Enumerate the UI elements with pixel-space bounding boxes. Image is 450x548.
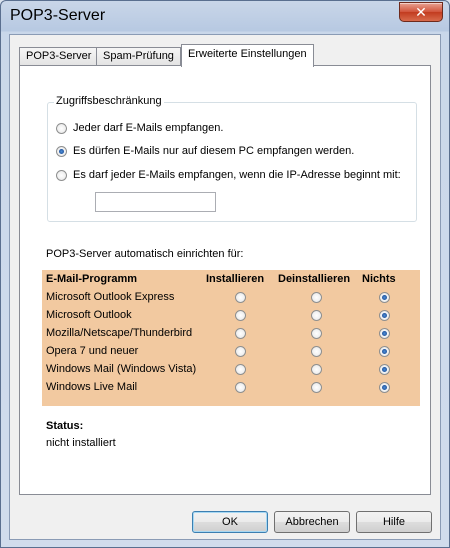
close-button[interactable] (399, 2, 443, 22)
uninstall-radio[interactable] (311, 364, 322, 375)
radio-button[interactable] (56, 146, 67, 157)
access-option-ip-prefix[interactable] (56, 169, 401, 183)
radio-button[interactable] (56, 123, 67, 134)
radio-label: Jeder darf E-Mails empfangen. (73, 122, 224, 135)
radio-label: Es darf jeder E-Mails empfangen, wenn die IP-Adresse beginnt mit: (73, 169, 401, 182)
nothing-radio[interactable] (379, 346, 390, 357)
uninstall-radio[interactable] (311, 346, 322, 357)
title-bar[interactable] (1, 1, 449, 35)
column-header-uninstall: Deinstallieren (278, 273, 351, 285)
help-button[interactable]: Hilfe (356, 511, 432, 533)
install-radio[interactable] (235, 292, 246, 303)
install-radio[interactable] (235, 382, 246, 393)
tab-pop3-server[interactable]: POP3-Server (19, 47, 98, 66)
radio-button[interactable] (56, 170, 67, 181)
column-header-install: Installieren (206, 273, 265, 285)
column-header-nothing: Nichts (362, 273, 396, 285)
mail-client-name: Microsoft Outlook (46, 309, 132, 321)
access-option-this-pc[interactable] (56, 145, 354, 159)
nothing-radio[interactable] (379, 382, 390, 393)
mail-client-name: Windows Mail (Windows Vista) (46, 363, 197, 375)
install-radio[interactable] (235, 310, 246, 321)
radio-label: Es dürfen E-Mails nur auf diesem PC empfangen werden. (73, 145, 355, 158)
auto-setup-label: POP3-Server automatisch einrichten für: (46, 248, 244, 260)
nothing-radio[interactable] (379, 364, 390, 375)
access-group-title: Zugriffsbeschränkung (56, 95, 162, 107)
mail-client-table (42, 270, 420, 406)
install-radio[interactable] (235, 346, 246, 357)
close-icon: ✕ (415, 4, 427, 20)
cancel-button[interactable]: Abbrechen (274, 511, 350, 533)
dialog-client-area (9, 34, 441, 540)
column-header-program: E-Mail-Programm (46, 273, 138, 285)
install-radio[interactable] (235, 364, 246, 375)
status-value: nicht installiert (46, 437, 116, 449)
install-radio[interactable] (235, 328, 246, 339)
mail-client-name: Microsoft Outlook Express (46, 291, 175, 303)
tab-spam-pruefung[interactable]: Spam-Prüfung (96, 47, 181, 66)
nothing-radio[interactable] (379, 310, 390, 321)
uninstall-radio[interactable] (311, 310, 322, 321)
nothing-radio[interactable] (379, 328, 390, 339)
uninstall-radio[interactable] (311, 382, 322, 393)
uninstall-radio[interactable] (311, 328, 322, 339)
mail-client-name: Opera 7 und neuer (46, 345, 139, 357)
ok-button[interactable]: OK (192, 511, 268, 533)
window-title: POP3-Server (10, 7, 106, 24)
access-groupbox (47, 95, 417, 222)
nothing-radio[interactable] (379, 292, 390, 303)
status-label: Status: (46, 420, 84, 432)
tab-erweiterte-einstellungen[interactable]: Erweiterte Einstellungen (181, 44, 314, 67)
ip-prefix-input[interactable] (95, 192, 216, 212)
mail-client-name: Mozilla/Netscape/Thunderbird (46, 327, 193, 339)
uninstall-radio[interactable] (311, 292, 322, 303)
access-option-everyone[interactable] (56, 122, 223, 136)
mail-client-name: Windows Live Mail (46, 381, 138, 393)
tab-panel (19, 65, 431, 495)
